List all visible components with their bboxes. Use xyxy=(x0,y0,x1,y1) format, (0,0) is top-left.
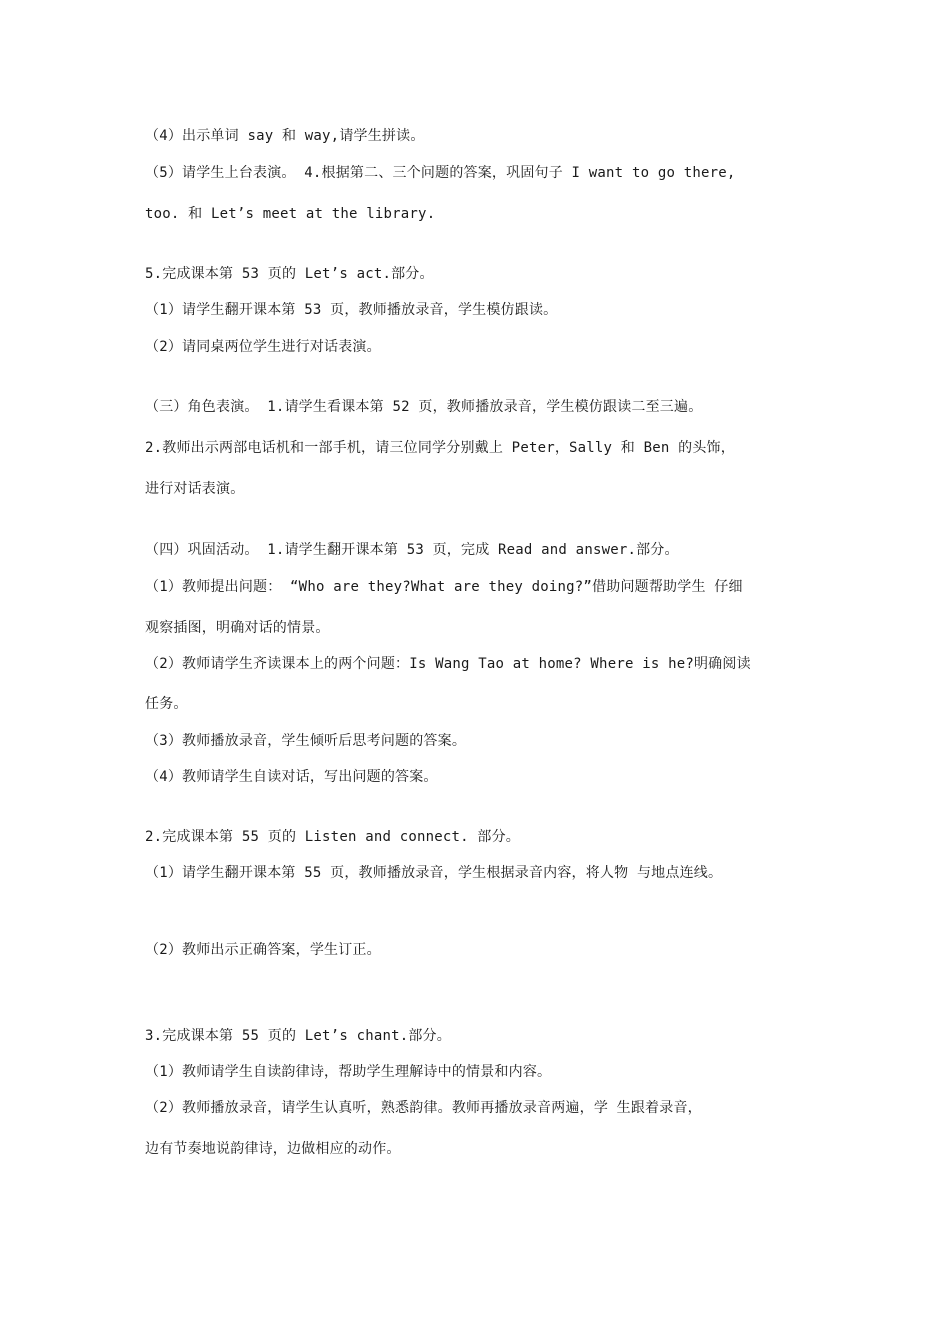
text-line: （三）角色表演。 1.请学生看课本第 52 页，教师播放录音，学生模仿跟读二至三遍。 xyxy=(145,399,703,415)
text-line: （5）请学生上台表演。 4.根据第二、三个问题的答案，巩固句子 I want to go there, xyxy=(145,165,736,181)
text-line: （2）教师出示正确答案，学生订正。 xyxy=(145,942,381,958)
text-line: 5.完成课本第 53 页的 Let’s act.部分。 xyxy=(145,266,434,282)
text-line: 边有节奏地说韵律诗，边做相应的动作。 xyxy=(145,1141,401,1157)
text-line: （2）教师请学生齐读课本上的两个问题：Is Wang Tao at home? Where is he?明确阅读 xyxy=(145,656,751,672)
text-line: （1）教师提出问题： “Who are they?What are they doing?”借助问题帮助学生 仔细 xyxy=(145,579,743,595)
text-line: 2.完成课本第 55 页的 Listen and connect. 部分。 xyxy=(145,829,520,845)
text-line: （3）教师播放录音，学生倾听后思考问题的答案。 xyxy=(145,733,467,749)
text-line: 观察插图，明确对话的情景。 xyxy=(145,620,330,636)
text-line: （4）出示单词 say 和 way,请学生拼读。 xyxy=(145,128,425,144)
text-line: too. 和 Let’s meet at the library. xyxy=(145,206,436,222)
text-line: （1）请学生翻开课本第 55 页，教师播放录音，学生根据录音内容，将人物 与地点连线。 xyxy=(145,865,723,881)
text-line: （1）教师请学生自读韵律诗，帮助学生理解诗中的情景和内容。 xyxy=(145,1064,552,1080)
text-line: （2）教师播放录音，请学生认真听，熟悉韵律。教师再播放录音两遍，学 生跟着录音， xyxy=(145,1100,702,1116)
text-line: 2.教师出示两部电话机和一部手机，请三位同学分别戴上 Peter，Sally 和 Ben 的头饰， xyxy=(145,440,735,456)
text-line: （四）巩固活动。 1.请学生翻开课本第 53 页，完成 Read and answer.部分。 xyxy=(145,542,679,558)
text-line: （4）教师请学生自读对话，写出问题的答案。 xyxy=(145,769,438,785)
text-line: （2）请同桌两位学生进行对话表演。 xyxy=(145,339,381,355)
text-line: 进行对话表演。 xyxy=(145,481,245,497)
text-line: （1）请学生翻开课本第 53 页，教师播放录音，学生模仿跟读。 xyxy=(145,302,558,318)
text-line: 3.完成课本第 55 页的 Let’s chant.部分。 xyxy=(145,1028,451,1044)
text-line: 任务。 xyxy=(145,696,188,712)
